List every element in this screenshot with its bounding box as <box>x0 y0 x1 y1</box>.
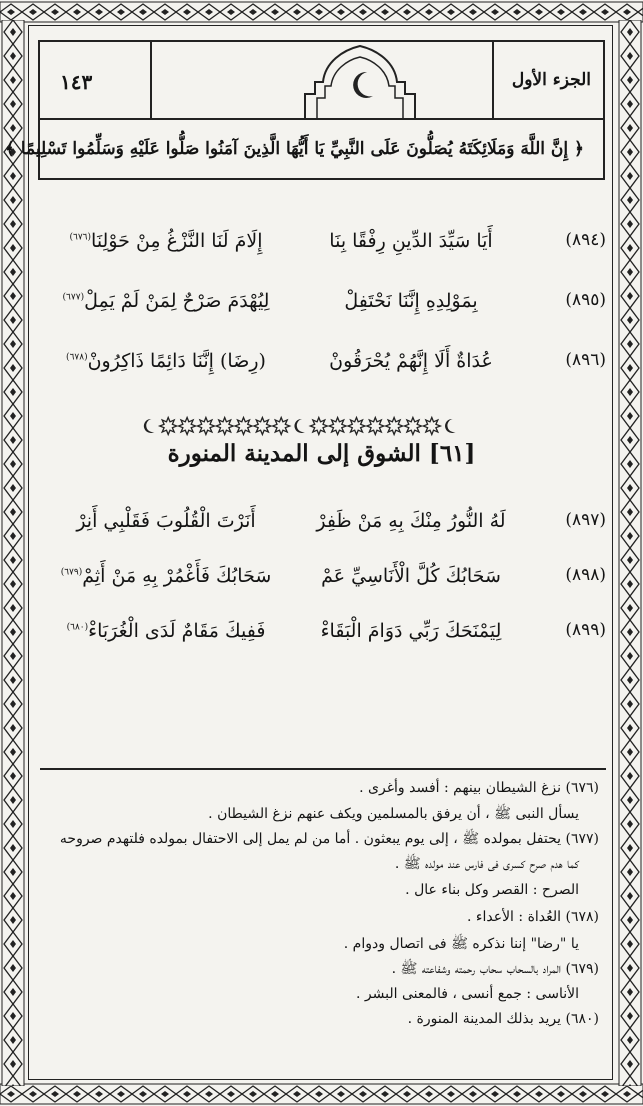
footnote-line: (٦٧٦) نزغ الشيطان بينهم : أفسد وأغرى . <box>359 780 599 796</box>
star-ornament <box>404 418 421 435</box>
second-hemistich: إِلَامَ لَنَا النَّزْغُ مِنْ حَوْلِنَا$^{(٦٧٦)}$ <box>69 230 263 252</box>
left-ornamental-border <box>0 20 26 1086</box>
star-ornament <box>329 418 346 435</box>
right-ornamental-border <box>617 20 643 1086</box>
footnote-line: (٦٧٧) يحتفل بمولده ﷺ ، إلى يوم يبعثون . أما من لم يمل إلى الاحتفال بمولده فلتهدم صروحه <box>59 831 599 847</box>
verse-number: (٨٩٦) <box>565 350 606 370</box>
header-divider <box>150 42 152 118</box>
crescent-ornament <box>294 419 305 433</box>
poem-line <box>46 510 606 546</box>
top-ornamental-border <box>0 0 643 24</box>
second-hemistich: أَنَرْتَ الْقُلُوبَ فَقَلْبِي أَنِرْ <box>76 510 256 532</box>
poem-line <box>46 290 606 326</box>
second-hemistich: لِيُهْدَمَ صَرْحٌ لِمَنْ لَمْ يَمِلْ$^{(٦٧٧)}$ <box>62 290 270 312</box>
verse-number: (٨٩٧) <box>565 510 606 530</box>
second-hemistich: فَفِيكَ مَقَامٌ لَدَى الْغُرَبَاءْ$^{(٦٨٠)}$ <box>66 620 266 642</box>
star-ornament <box>235 418 252 435</box>
footnote-line: الأناسى : جمع أنسى ، فالمعنى البشر . <box>356 986 579 1002</box>
star-ornament <box>197 418 214 435</box>
verse-number: (٨٩٨) <box>565 565 606 585</box>
first-hemistich: عُدَاةٌ أَلَا إِنَّهُمْ يُحْرَقُونْ <box>329 350 493 372</box>
footnote-separator <box>40 768 606 770</box>
footnote-ref: (٦٧٧) <box>62 292 85 303</box>
star-ornament <box>254 418 271 435</box>
star-ornament <box>367 418 384 435</box>
star-ornament <box>179 418 196 435</box>
crescent-ornament <box>144 419 155 433</box>
star-ornament <box>160 418 177 435</box>
footnote-ref: (٦٨٠) <box>66 622 89 633</box>
star-ornament <box>386 418 403 435</box>
star-ornament <box>348 418 365 435</box>
page-number: ١٤٣ <box>60 70 93 94</box>
footnote-line: يا "رضا" إننا نذكره ﷺ فى اتصال ودوام . <box>343 936 579 952</box>
star-ornament <box>423 418 440 435</box>
first-hemistich: أَيَا سَيِّدَ الدِّينِ رِفْقًا بِنَا <box>329 230 493 252</box>
verse-number: (٨٩٤) <box>565 230 606 250</box>
first-hemistich: لَهُ النُّورُ مِنْكَ بِهِ مَنْ ظَفِرْ <box>316 510 506 532</box>
footnote-ref: (٦٧٩) <box>60 567 83 578</box>
second-hemistich: سَحَابُكَ فَأَغْمُرْ بِهِ مَنْ أَثِمْ$^{(٦٧٩)}$ <box>60 565 272 587</box>
star-ornament <box>216 418 233 435</box>
star-ornament <box>310 418 327 435</box>
footnote-ref: (٦٧٦) <box>69 232 92 243</box>
poem-line <box>46 620 606 656</box>
star-ornament <box>273 418 290 435</box>
footnote-line: (٦٧٩) المراد بالسحاب سحاب رحمته وشفاعته ﷺ . <box>391 961 599 977</box>
quran-verse: ﴿ إِنَّ اللَّهَ وَمَلَائِكَتَهُ يُصَلُّونَ عَلَى النَّبِيِّ يَا أَيُّهَا الَّذِينَ آمَنُوا صَلُّوا عَلَيْهِ وَسَلِّمُوا تَسْلِيمًا ﴾ <box>4 139 584 159</box>
footnote-line: (٦٧٨) العُداة : الأعداء . <box>467 909 599 925</box>
first-hemistich: لِيَمْنَحَكَ رَبِّي دَوَامَ الْبَقَاءْ <box>320 620 502 642</box>
verse-number: (٨٩٥) <box>565 290 606 310</box>
footnote-line: الصرح : القصر وكل بناء عال . <box>405 882 579 898</box>
crescent-arch-emblem <box>295 42 425 118</box>
footnote-line: كما هدم صرح كسرى فى فارس عند مولده ﷺ . <box>394 856 579 872</box>
footnote-ref: (٦٧٨) <box>66 352 88 363</box>
star-crescent-ornament-row <box>140 414 460 438</box>
section-title: [٦١] الشوق إلى المدينة المنورة <box>167 440 476 467</box>
footnote-line: (٦٨٠) يريد بذلك المدينة المنورة . <box>407 1011 599 1027</box>
first-hemistich: سَحَابُكَ كُلَّ الْأَنَاسِيِّ عَمْ <box>321 565 501 587</box>
first-hemistich: بِمَوْلِدِهِ إِنَّنَا نَحْتَفِلْ <box>344 290 478 312</box>
header-divider <box>492 42 494 118</box>
poem-line <box>46 230 606 266</box>
crescent-ornament <box>445 419 456 433</box>
poem-line <box>46 565 606 601</box>
footnote-line: يسأل النبى ﷺ ، أن يرفق بالمسلمين ويكف عنهم نزغ الشيطان . <box>208 806 579 822</box>
verse-number: (٨٩٩) <box>565 620 606 640</box>
part-label: الجزء الأول <box>511 70 591 90</box>
bottom-ornamental-border <box>0 1082 643 1106</box>
poem-line <box>46 350 606 386</box>
second-hemistich: (رِضَا) إِنَّنَا دَائِمًا ذَاكِرُونْ$^{(٦٧٨)}$ <box>66 350 266 372</box>
